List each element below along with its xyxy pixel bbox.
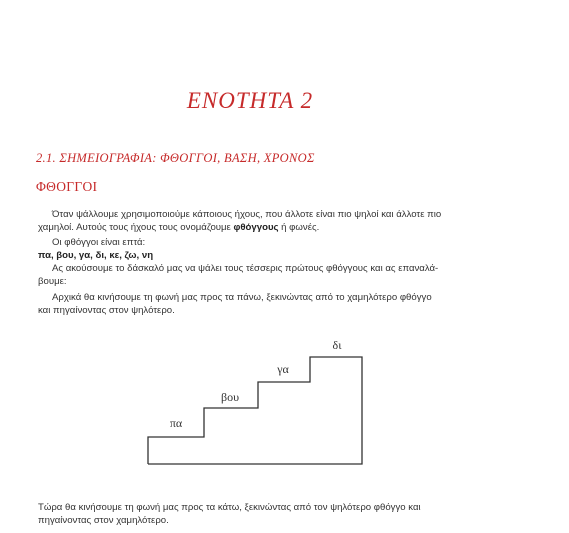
- paragraph-downward: [38, 502, 421, 527]
- paragraph-line: ή φωνές.: [278, 221, 320, 233]
- section-title: 2.1. ΣΗΜΕΙΟΓΡΑΦΙΑ: ΦΘΟΓΓΟΙ, ΒΑΣΗ, ΧΡΟΝΟΣ: [36, 151, 315, 165]
- paragraph-line: πηγαίνοντας στον χαμηλότερο.: [38, 514, 169, 526]
- paragraph-line: χαμηλοί. Αυτούς τους ήχους τους ονομάζουμε: [38, 221, 234, 233]
- paragraph-line: Ας ακούσουμε το δάσκαλό μας να ψάλει τους τέσσερις πρώτους φθόγγους και ας επαναλά-: [52, 263, 439, 274]
- paragraph-line: βουμε:: [38, 275, 67, 287]
- step-label-vou: βου: [220, 390, 240, 404]
- paragraph-listen: [38, 263, 438, 288]
- staircase-outline: [148, 357, 362, 464]
- paragraph-count: [38, 237, 153, 262]
- paragraph-line: Τώρα θα κινήσουμε τη φωνή μας προς τα κάτω, ξεκινώντας από τον ψηλότερο φθόγγο και: [38, 502, 421, 513]
- paragraph-line: και πηγαίνοντας στον ψηλότερο.: [38, 304, 175, 316]
- paragraph-intro: [38, 209, 441, 234]
- chapter-title: ΕΝΟΤΗΤΑ 2: [186, 88, 314, 113]
- step-label-pa: πα: [169, 416, 183, 430]
- step-label-di: δι: [332, 338, 342, 352]
- paragraph-line: Αρχικά θα κινήσουμε τη φωνή μας προς τα πάνω, ξεκινώντας από το χαμηλότερο φθόγγο: [52, 292, 432, 303]
- paragraph-upward: [38, 292, 432, 317]
- paragraph-line: Οι φθόγγοι είναι επτά:: [52, 237, 146, 248]
- step-label-ga: γα: [277, 362, 289, 376]
- bold-term: φθόγγους: [233, 221, 279, 233]
- subsection-title: ΦΘΟΓΓΟΙ: [36, 179, 98, 194]
- paragraph-line: Όταν ψάλλουμε χρησιμοποιούμε κάποιους ήχους, που άλλοτε είναι πιο ψηλοί και άλλοτε πιο: [52, 209, 442, 220]
- staircase-diagram: [120, 330, 380, 480]
- notes-list: πα, βου, γα, δι, κε, ζω, νη: [38, 249, 154, 261]
